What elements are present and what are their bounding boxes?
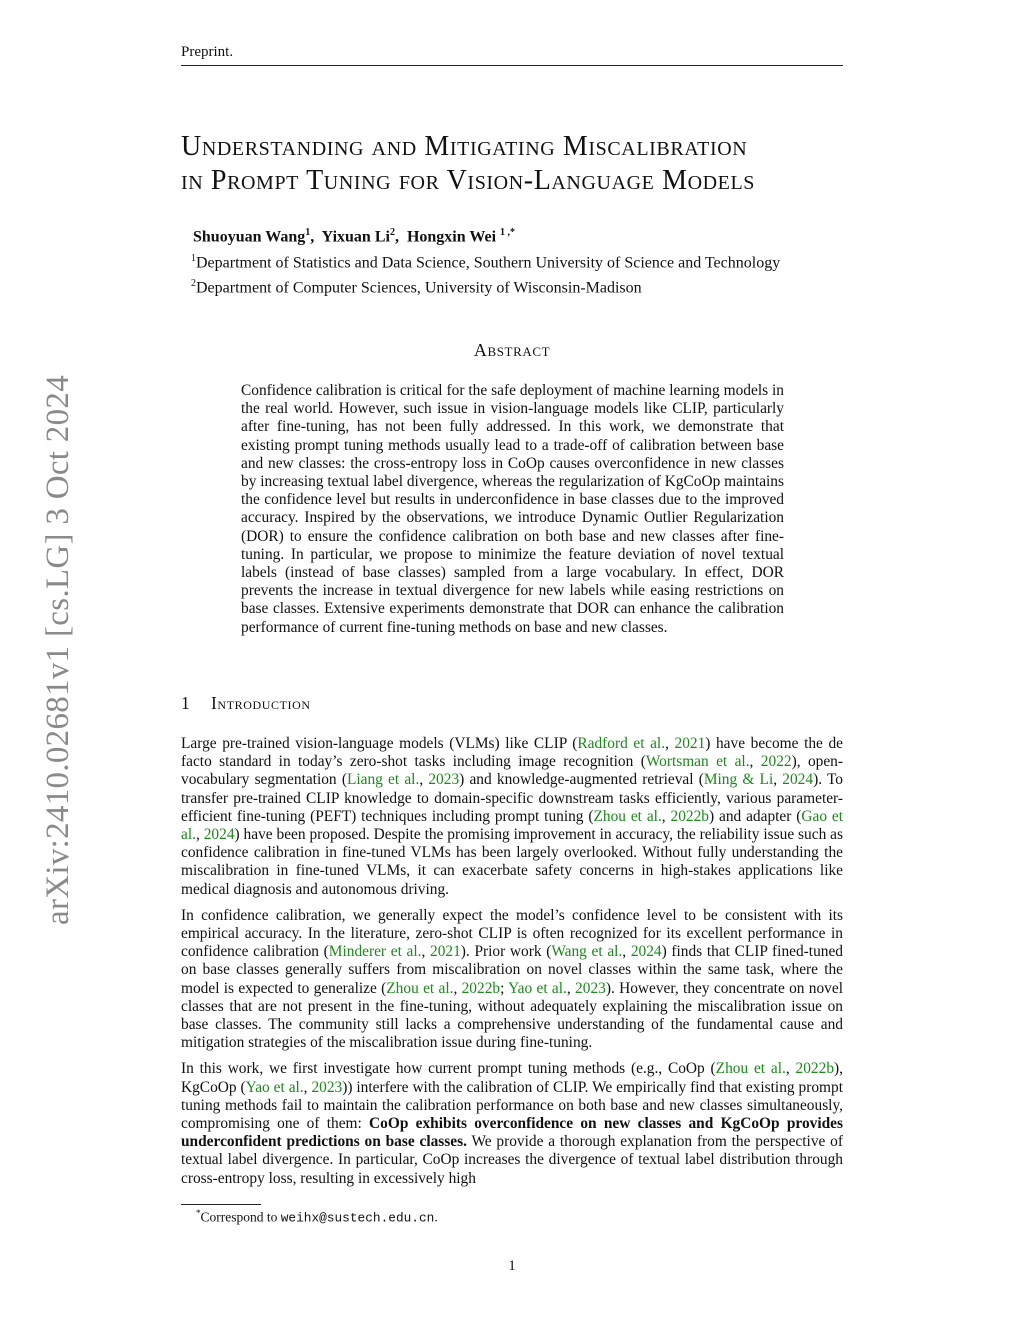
affil-text: Department of Computer Sciences, University of Wisconsin-Madison: [196, 279, 642, 297]
citation-link[interactable]: Wang et al.: [551, 943, 623, 961]
arxiv-stamp: arXiv:2410.02681v1 [cs.LG] 3 Oct 2024: [40, 374, 76, 925]
affil-marker: 2: [191, 278, 196, 290]
paragraph: In confidence calibration, we generally expect the model’s confidence level to be consistent with its empirical accuracy. In the literature, zero-shot CLIP is often recognized for its excellent performance in confidence calibration (Minderer et al., 2021). Prior work (Wang et al., 2024) finds that CLIP fined-tuned on base classes generally suffers from miscalibration on novel classes within the same task, where the model is expected to generalize (Zhou et al., 2022b; Yao et al., 2023). However, they concentrate on novel classes that are not present in the fine-tuning, without adequately explaining the miscalibration issue on base classes. The community still lacks a comprehensive understanding of the fundamental cause and mitigation strategies of the miscalibration issue during fine-tuning.: [181, 906, 843, 1052]
citation-link[interactable]: Zhou et al.: [715, 1060, 786, 1078]
affil-marker: 1: [191, 253, 196, 264]
affiliation-list: [191, 248, 780, 299]
citation-link[interactable]: Ming & Li: [703, 771, 774, 789]
footnote: [196, 1208, 438, 1226]
citation-link[interactable]: Zhou et al.: [593, 807, 662, 825]
affiliation: [191, 273, 780, 298]
section-body: [181, 735, 843, 1196]
author-name: Shuoyuan Wang: [193, 228, 306, 246]
title-line-2: in Prompt Tuning for Vision-Language Models: [181, 165, 756, 196]
citation-link[interactable]: Gao et al.: [181, 807, 843, 844]
section-number: 1: [181, 693, 191, 713]
footnote-rule: [181, 1204, 261, 1205]
citation-year-link[interactable]: 2022b: [670, 807, 709, 825]
header-rule: [181, 65, 843, 66]
running-header: Preprint.: [181, 44, 234, 60]
citation-year-link[interactable]: 2024: [203, 826, 235, 844]
paragraph: Large pre-trained vision-language models (VLMs) like CLIP (Radford et al., 2021) have become the de facto standard in today’s zero-shot tasks including image recognition (Wortsman et al., 2022), open-vocabulary segmentation (Liang et al., 2023) and knowledge-augmented retrieval (Ming & Li, 2024). To transfer pre-trained CLIP knowledge to domain-specific downstream tasks efficiently, various parameter-efficient fine-tuning (PEFT) techniques including prompt tuning (Zhou et al., 2022b) and adapter (Gao et al., 2024) have been proposed. Despite the promising improvement in accuracy, the reliability issue such as confidence calibration in fine-tuned VLMs has been largely overlooked. Without fully understanding the miscalibration in fine-tuned VLMs, it can exacerbate safety concerns in high-stakes applications like medical diagnosis and autonomous driving.: [181, 735, 843, 898]
citation-year-link[interactable]: 2023: [428, 771, 460, 789]
citation-link[interactable]: Radford et al.: [577, 735, 666, 752]
citation-link[interactable]: Minderer et al.: [328, 943, 422, 961]
section-title: Introduction: [211, 693, 311, 713]
paragraph: In this work, we first investigate how current prompt tuning methods (e.g., CoOp (Zhou et al., 2022b), KgCoOp (Yao et al., 2023)) interfere with the calibration of CLIP. We empirically find that existing prompt tuning methods fail to maintain the calibration performance on both base and new classes simultaneously, compromising one of them: CoOp exhibits overconfidence on new classes and KgCoOp provides underconfident predictions on base classes. We provide a thorough explanation from the perspective of textual label divergence. In particular, CoOp increases the divergence of textual label distribution through cross-entropy loss, resulting in excessively high: [181, 1060, 843, 1187]
citation-year-link[interactable]: 2021: [674, 735, 706, 752]
citation-year-link[interactable]: 2024: [782, 771, 814, 789]
affiliation: [191, 248, 780, 273]
author-affil-marker: 1 ,*: [500, 227, 516, 238]
footnote-marker: *: [196, 1208, 201, 1218]
footnote-email[interactable]: weihx@sustech.edu.cn: [280, 1210, 435, 1226]
section-heading: [181, 693, 311, 714]
citation-year-link[interactable]: 2022b: [795, 1060, 835, 1078]
citation-year-link[interactable]: 2022b: [461, 979, 501, 997]
author-name: Yixuan Li: [321, 228, 390, 246]
citation-link[interactable]: Yao et al.: [508, 979, 567, 997]
footnote-end: .: [434, 1209, 438, 1225]
page-number: 1: [508, 1258, 516, 1274]
author-affil-marker: 2: [389, 227, 395, 238]
citation-link[interactable]: Wortsman et al.: [645, 753, 750, 771]
paper-title: [181, 130, 846, 198]
footnote-text: Correspond to: [200, 1209, 281, 1225]
author-list: Shuoyuan Wang$^1$, Yixuan Li$^2$, Hongxin Wei $^{1 ,*}$: [193, 227, 516, 246]
author-affil-marker: 1: [305, 227, 311, 238]
affil-text: Department of Statistics and Data Science, Southern University of Science and Technology: [196, 254, 781, 272]
key-finding: CoOp exhibits overconfidence on new classes and KgCoOp provides underconfident predictions on base classes.: [181, 1115, 843, 1151]
citation-year-link[interactable]: 2023: [575, 979, 606, 997]
title-line-1: Understanding and Mitigating Miscalibration: [181, 131, 748, 162]
citation-link[interactable]: Liang et al.: [346, 771, 420, 789]
abstract-text: Confidence calibration is critical for the safe deployment of machine learning models in the real world. However, such issue in vision-language models like CLIP, particularly after fine-tuning, has not been fully addressed. In this work, we demonstrate that existing prompt tuning methods usually lead to a trade-off of calibration between base and new classes: the cross-entropy loss in CoOp causes overconfidence in new classes by increasing textual label divergence, whereas the regularization of KgCoOp maintains the confidence level but results in underconfidence in base classes due to the improved accuracy. Inspired by the observations, we introduce Dynamic Outlier Regularization (DOR) to ensure the confidence calibration on both base and new classes after fine-tuning. In particular, we propose to minimize the feature deviation of novel textual labels (instead of base classes) sampled from a large vocabulary. In effect, DOR prevents the increase in textual divergence for new labels while easing restrictions on base classes. Extensive experiments demonstrate that DOR can enhance the calibration performance of current fine-tuning methods on base and new classes.: [241, 382, 784, 636]
citation-link[interactable]: Yao et al.: [245, 1078, 304, 1096]
abstract-heading: Abstract: [473, 340, 551, 360]
author-name: Hongxin Wei: [406, 228, 497, 246]
citation-year-link[interactable]: 2021: [430, 943, 461, 961]
citation-year-link[interactable]: 2023: [311, 1078, 343, 1096]
citation-year-link[interactable]: 2022: [760, 753, 792, 771]
citation-year-link[interactable]: 2024: [630, 943, 662, 961]
citation-link[interactable]: Zhou et al.: [386, 979, 454, 997]
